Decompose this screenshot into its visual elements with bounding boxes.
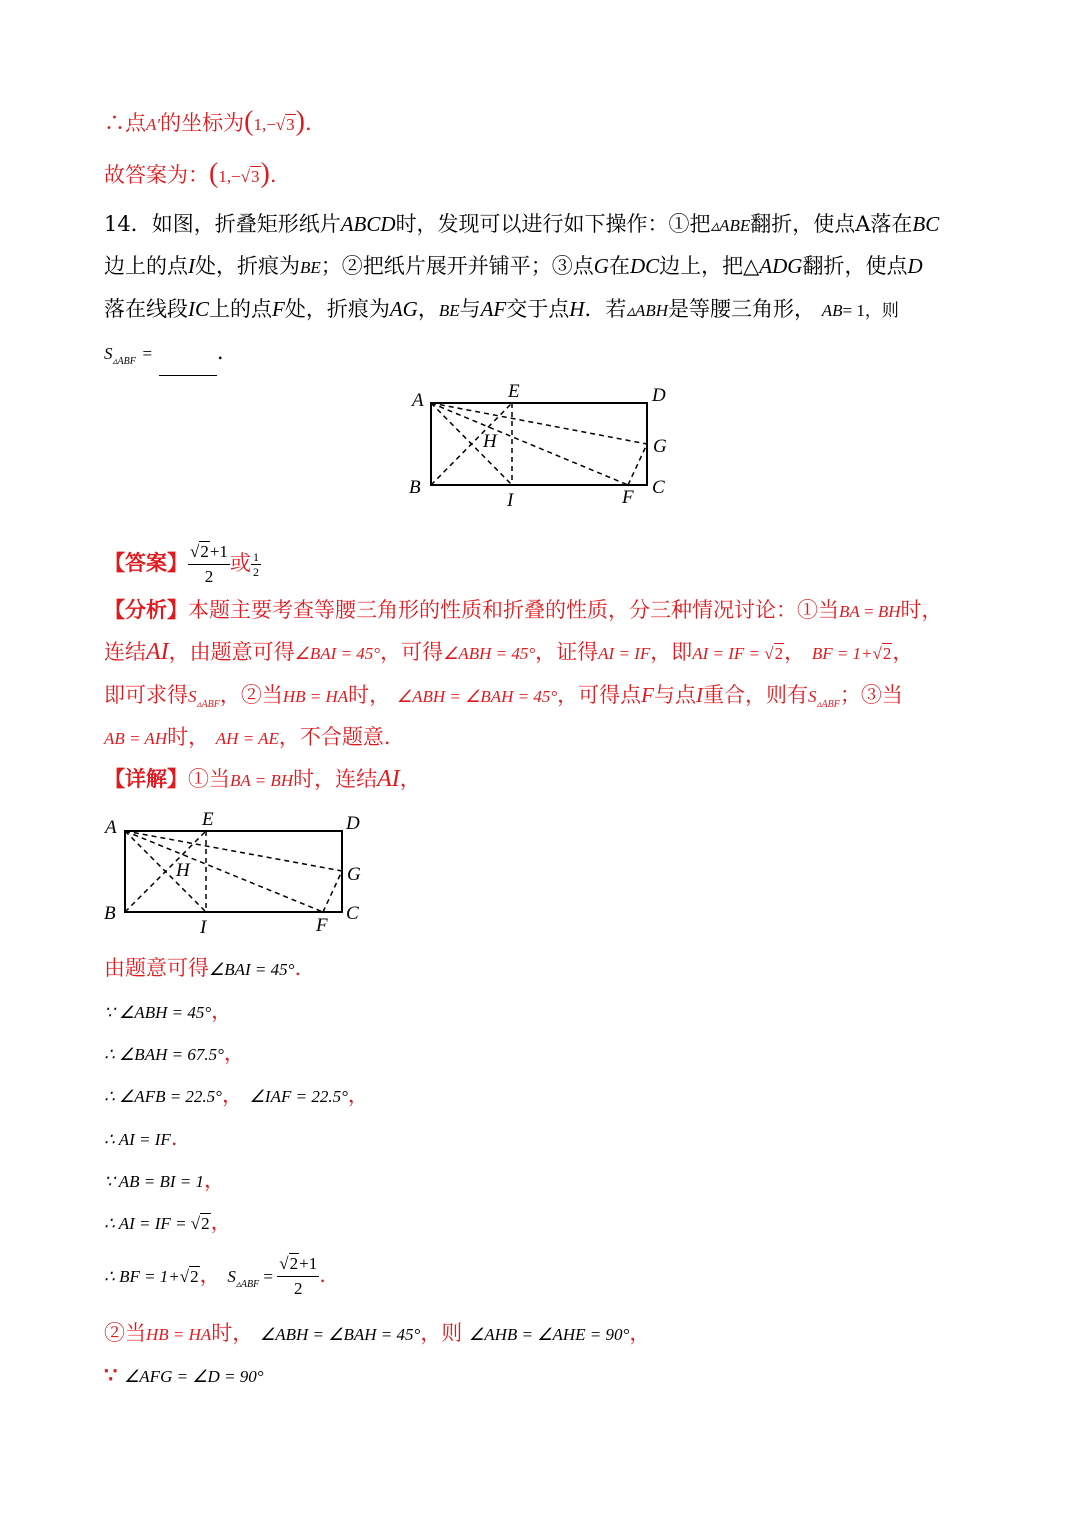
answer-alt-fraction: $\frac{1}{2}$: [252, 550, 259, 579]
analysis-line3: 即可求得$S_{▵ABF}$，②当HB = HA时， ∠ABH = ∠BAH = 45°，可得点F与点I重合，则有$S_{▵ABF}$；③当: [104, 683, 903, 710]
sol13-line2: 故答案为：(1,−√3).: [104, 158, 277, 189]
step-1: 由题意可得∠BAI = 45°.: [104, 956, 302, 980]
fig1-label-b: B: [409, 477, 421, 498]
fig2-label-h: H: [176, 860, 190, 881]
answer-blank: [159, 357, 217, 376]
fig2-label-d: D: [346, 813, 360, 834]
fig1-label-c: C: [652, 477, 665, 498]
fig1-label-f: F: [622, 487, 634, 508]
answer-fraction: $\frac{√2+1}{2}$: [190, 542, 228, 586]
fig1-label-d: D: [652, 385, 666, 406]
analysis-line1: 【分析】本题主要考查等腰三角形的性质和折叠的性质，分三种情况讨论：①当BA = BH时，: [104, 597, 943, 622]
analysis-line4: AB = AH时， AH = AE，不合题意.: [104, 725, 391, 749]
figure-1-rectangle: [400, 375, 690, 510]
q14-line1: 14．如图，折叠矩形纸片ABCD时，发现可以进行如下操作：①把▵ABE翻折，使点A落在BC: [104, 212, 940, 236]
step8-fraction: $\frac{√2+1}{2}$: [279, 1254, 318, 1298]
q14-line3: 落在线段IC上的点F处，折痕为AG，BE与AF交于点H．若▵ABH是等腰三角形， AB= 1，则: [104, 297, 899, 321]
fig2-label-c: C: [346, 903, 359, 924]
step-8: ∴ BF = 1+√2， $S_{▵ABF}$ = $\frac{√2+1}{2}$ .: [104, 1252, 326, 1301]
fig2-label-g: G: [347, 864, 361, 885]
step-3: ∴ ∠BAH = 67.5°，: [104, 1041, 245, 1065]
fig2-label-a: A: [105, 817, 117, 838]
fig2-label-e: E: [202, 809, 214, 830]
step-2: ∵ ∠ABH = 45°，: [104, 999, 233, 1023]
fig1-label-h: H: [483, 431, 497, 452]
sol13-line1: ∴点A′的坐标为(1,−√3).: [104, 106, 312, 137]
q14-line4: $S_{▵ABF}$ = .: [104, 338, 224, 376]
figure-2-rectangle: [100, 805, 390, 940]
fig1-label-g: G: [653, 436, 667, 457]
fig1-label-i: I: [507, 490, 514, 510]
step-5: ∴ AI = IF.: [104, 1126, 178, 1150]
step-4: ∴ ∠AFB = 22.5°， ∠IAF = 22.5°，: [104, 1083, 369, 1107]
step-6: ∵ AB = BI = 1，: [104, 1168, 226, 1192]
fig2-label-i: I: [200, 917, 207, 938]
fig2-label-f: F: [316, 915, 328, 936]
fig2-label-b: B: [104, 903, 116, 924]
fig1-label-a: A: [412, 390, 424, 411]
step-10: ∵ ∠AFG = ∠D = 90°: [104, 1362, 264, 1387]
step-9: ②当HB = HA时， ∠ABH = ∠BAH = 45°，则 ∠AHB = ∠AHE = 90°，: [104, 1321, 651, 1345]
detail-line1: 【详解】①当BA = BH时，连结AI，: [104, 766, 421, 792]
answer-line: 【答案】 $\frac{√2+1}{2}$ 或 $\frac{1}{2}$: [104, 540, 261, 589]
analysis-line2: 连结AI，由题意可得∠BAI = 45°，可得∠ABH = 45°，证得AI = IF，即AI = IF = √2， BF = 1+√2，: [104, 639, 914, 665]
step-7: ∴ AI = IF = √2，: [104, 1210, 232, 1234]
q14-line2: 边上的点I处，折痕为BE；②把纸片展开并铺平；③点G在DC边上，把△ADG翻折，使点D: [104, 254, 923, 278]
fig1-label-e: E: [508, 381, 520, 402]
